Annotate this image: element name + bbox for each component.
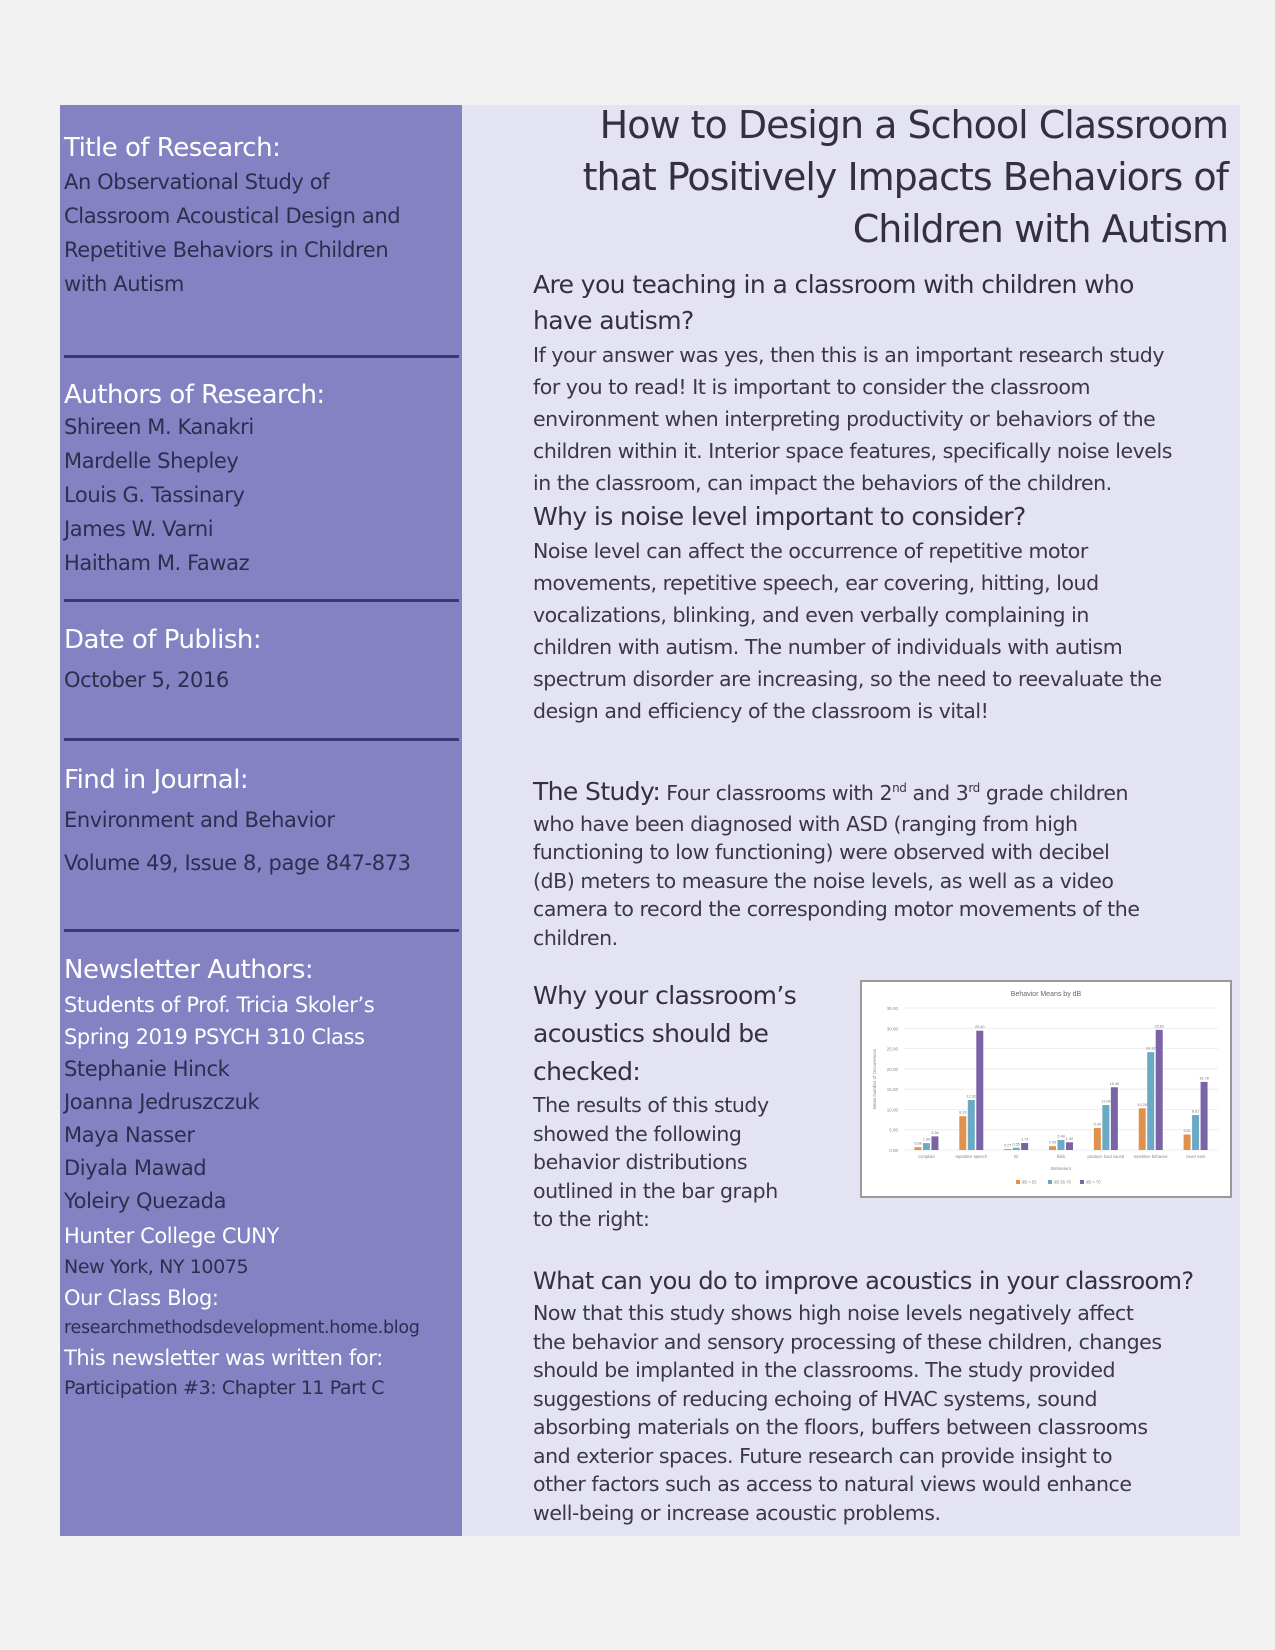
body-line: to the right:: [533, 1207, 650, 1231]
body-line: the behavior and sensory processing of these children, changes: [533, 1329, 1162, 1354]
bar: [1156, 1030, 1163, 1150]
bar: [968, 1100, 975, 1150]
legend-label: dB < 55: [1022, 1179, 1037, 1185]
body-line: children with autism. The number of individuals with autism: [533, 635, 1123, 659]
study-label: The Study:: [533, 776, 661, 806]
written-for-value: Participation #3: Chapter 11 Part C: [64, 1377, 385, 1399]
data-label: 8.61: [1191, 1109, 1200, 1114]
data-label: 12.32: [966, 1094, 977, 1099]
x-axis-label: Behaviors: [1050, 1166, 1072, 1171]
study-text: grade children: [979, 780, 1129, 805]
body-line: The results of this study: [533, 1093, 769, 1117]
research-title-line: Classroom Acoustical Design and: [64, 204, 401, 228]
body-line: children within it. Interior space features, specifically noise levels: [533, 439, 1172, 463]
data-label: 16.78: [1199, 1076, 1209, 1081]
page-title: [528, 99, 1228, 255]
written-for-label: This newsletter was written for:: [64, 1346, 383, 1370]
newsletter-heading: Newsletter Authors:: [64, 955, 314, 985]
newsletter-section: [64, 955, 420, 1404]
bar: [923, 1143, 930, 1150]
body-line: vocalizations, blinking, and even verbally complaining in: [533, 603, 1089, 627]
superscript: nd: [892, 781, 907, 795]
publish-date: October 5, 2016: [64, 668, 229, 692]
divider: [64, 599, 459, 602]
legend-swatch: [1016, 1180, 1020, 1184]
chart-svg: [862, 982, 1230, 1196]
data-label: 3.36: [931, 1130, 939, 1135]
divider: [64, 738, 459, 741]
body-line: spectrum disorder are increasing, so the need to reevaluate the: [533, 667, 1162, 691]
bar: [959, 1116, 966, 1150]
research-title-line: with Autism: [64, 272, 184, 296]
journal-volume: Volume 49, Issue 8, page 847-873: [64, 851, 411, 875]
body-line: who have been diagnosed with ASD (ranging from high: [533, 811, 1078, 836]
data-label: 10.28: [1137, 1102, 1147, 1107]
bar: [1066, 1142, 1073, 1150]
x-tick-label: cover ears: [1185, 1154, 1206, 1159]
y-tick-label: 10.00: [886, 1107, 898, 1113]
data-label: 2.48: [1057, 1134, 1065, 1139]
section-heading: checked:: [533, 1057, 641, 1086]
section-improve: [533, 1263, 1233, 1527]
research-title-section: [64, 133, 400, 301]
page-title-line: Children with Autism: [852, 207, 1228, 251]
date-heading: Date of Publish:: [64, 625, 262, 655]
x-tick-label: repetitive behavior: [1133, 1154, 1168, 1159]
author-name: Shireen M. Kanakri: [64, 415, 254, 439]
study-first-line: [533, 771, 1233, 810]
behavior-chart: [860, 980, 1232, 1198]
author-name: Haitham M. Fawaz: [64, 551, 250, 575]
body-line: behavior distributions: [533, 1150, 748, 1174]
newsletter-author: Yoleiry Quezada: [64, 1189, 227, 1213]
data-label: 29.40: [975, 1025, 985, 1030]
newsletter-author: Diyala Mawad: [64, 1156, 207, 1180]
y-tick-label: 20.00: [886, 1066, 898, 1072]
legend-swatch: [1080, 1180, 1084, 1184]
page-title-line: that Positively Impacts Behaviors of: [582, 155, 1228, 199]
section-heading: Why your classroom’s: [533, 981, 797, 1010]
legend-label: dB > 70: [1086, 1179, 1101, 1185]
bar: [1049, 1146, 1056, 1150]
section-heading: Why is noise level important to consider?: [533, 502, 1026, 531]
body-line: environment when interpreting productivity or behaviors of the: [533, 407, 1156, 431]
superscript: rd: [968, 781, 980, 795]
authors-section: [64, 380, 325, 580]
research-title-heading: Title of Research:: [64, 133, 281, 163]
journal-section: [64, 765, 411, 880]
body-line: absorbing materials on the floors, buffers between classrooms: [533, 1415, 1148, 1439]
section-study: [533, 771, 1233, 952]
body-line: functioning to low functioning) were observed with decibel: [533, 840, 1110, 865]
body-line: suggestions of reducing echoing of HVAC systems, sound: [533, 1386, 1098, 1411]
section-heading: have autism?: [533, 306, 694, 335]
section-heading: acoustics should be: [533, 1019, 769, 1048]
body-line: and exterior spaces. Future research can provide insight to: [533, 1443, 1113, 1468]
class-line: Spring 2019 PSYCH 310 Class: [64, 1025, 365, 1049]
authors-heading: Authors of Research:: [64, 380, 325, 410]
y-tick-label: 35.00: [886, 1006, 898, 1011]
body-line: (dB) meters to measure the noise levels, as well as a video: [533, 868, 1114, 893]
body-line: design and efficiency of the classroom is vital!: [533, 699, 989, 723]
data-label: 29.62: [1154, 1024, 1164, 1029]
body-line: outlined in the bar graph: [533, 1178, 778, 1203]
bar: [1111, 1087, 1118, 1150]
bar: [976, 1031, 983, 1150]
bar: [1013, 1148, 1020, 1150]
section-heading: What can you do to improve acoustics in your classroom?: [533, 1267, 1194, 1295]
y-tick-label: 30.00: [886, 1026, 898, 1032]
body-line: Noise level can affect the occurrence of repetitive motor: [533, 539, 1088, 563]
journal-name: Environment and Behavior: [64, 808, 335, 832]
data-label: 1.90: [1065, 1136, 1074, 1141]
bar: [1094, 1128, 1101, 1150]
author-name: James W. Varni: [64, 517, 214, 541]
journal-heading: Find in Journal:: [64, 765, 249, 795]
bar: [1147, 1052, 1154, 1150]
newsletter-author: Joanna Jedruszczuk: [64, 1090, 260, 1114]
main-panel: [462, 105, 1240, 1536]
data-label: 0.27: [1003, 1143, 1012, 1148]
y-axis-label: Mean Number of Occurrences: [872, 1048, 877, 1110]
data-label: 5.44: [1093, 1122, 1102, 1127]
bar: [1021, 1143, 1028, 1150]
x-tick-label: produce loud sound: [1087, 1154, 1125, 1159]
body-line: in the classroom, can impact the behaviors of the children.: [533, 471, 1112, 495]
x-tick-label: hit: [1013, 1154, 1019, 1159]
divider: [64, 355, 459, 358]
blog-link[interactable]: researchmethodsdevelopment.home.blog: [64, 1318, 420, 1338]
research-title-line: Repetitive Behaviors in Children: [64, 238, 389, 262]
study-text: Four classrooms with 2: [660, 780, 893, 805]
newsletter-author: Maya Nasser: [64, 1123, 195, 1147]
blog-label: Our Class Blog:: [64, 1286, 219, 1310]
research-title-line: An Observational Study of: [64, 170, 330, 194]
y-tick-label: 5.00: [889, 1127, 898, 1133]
newsletter-author: Stephanie Hinck: [64, 1057, 230, 1081]
bar: [1192, 1115, 1199, 1150]
section-heading: Are you teaching in a classroom with children who: [533, 270, 1134, 299]
body-line: well-being or increase acoustic problems.: [533, 1500, 941, 1525]
data-label: 0.95: [1048, 1140, 1057, 1145]
data-label: 1.69: [922, 1137, 931, 1142]
legend-label: dB 55-70: [1054, 1179, 1071, 1185]
divider: [64, 929, 459, 932]
bar: [914, 1147, 921, 1150]
data-label: 8.33: [959, 1110, 967, 1115]
bar: [1058, 1140, 1065, 1150]
section-teaching: [533, 267, 1233, 727]
college-address: New York, NY 10075: [64, 1256, 249, 1278]
legend-swatch: [1048, 1180, 1052, 1184]
page-title-line: How to Design a School Classroom: [599, 103, 1228, 147]
body-line: other factors such as access to natural views would enhance: [533, 1472, 1132, 1496]
study-text: and 3: [906, 780, 969, 805]
bar: [931, 1136, 938, 1150]
bar: [1102, 1105, 1109, 1150]
author-name: Louis G. Tassinary: [64, 483, 245, 507]
body-line: movements, repetitive speech, ear covering, hitting, loud: [533, 571, 1099, 595]
body-line: camera to record the corresponding motor movements of the: [533, 897, 1140, 922]
bar: [1139, 1108, 1146, 1150]
author-name: Mardelle Shepley: [64, 449, 239, 473]
x-tick-label: repetitive speech: [955, 1154, 988, 1159]
data-label: 24.12: [1145, 1046, 1156, 1051]
sidebar: [60, 105, 462, 1536]
section-acoustics: [533, 977, 833, 1234]
bar: [1004, 1149, 1011, 1150]
body-line: children.: [533, 925, 618, 950]
data-label: 0.68: [914, 1141, 922, 1146]
data-label: 0.55: [1012, 1142, 1020, 1147]
body-line: showed the following: [533, 1121, 742, 1146]
x-tick-label: blink: [1056, 1154, 1066, 1159]
data-label: 15.46: [1109, 1081, 1120, 1086]
date-section: [64, 625, 261, 697]
body-line: should be implanted in the classrooms. The study provided: [533, 1358, 1116, 1382]
y-tick-label: 0.00: [889, 1148, 898, 1153]
data-label: 11.08: [1101, 1099, 1111, 1104]
y-tick-label: 15.00: [886, 1087, 898, 1093]
data-label: 1.73: [1020, 1137, 1029, 1142]
body-line: for you to read! It is important to consider the classroom: [533, 375, 1090, 399]
body-line: If your answer was yes, then this is an important research study: [533, 343, 1165, 367]
y-tick-label: 25.00: [886, 1046, 898, 1052]
college-name: Hunter College CUNY: [64, 1224, 279, 1248]
class-line: Students of Prof. Tricia Skoler’s: [64, 993, 375, 1017]
chart-title: Behavior Means by dB: [1010, 991, 1082, 998]
x-tick-label: complain: [918, 1154, 935, 1159]
bar: [1184, 1135, 1191, 1150]
bar: [1201, 1082, 1208, 1150]
data-label: 3.81: [1183, 1129, 1191, 1134]
body-line: Now that this study shows high noise levels negatively affect: [533, 1301, 1134, 1325]
